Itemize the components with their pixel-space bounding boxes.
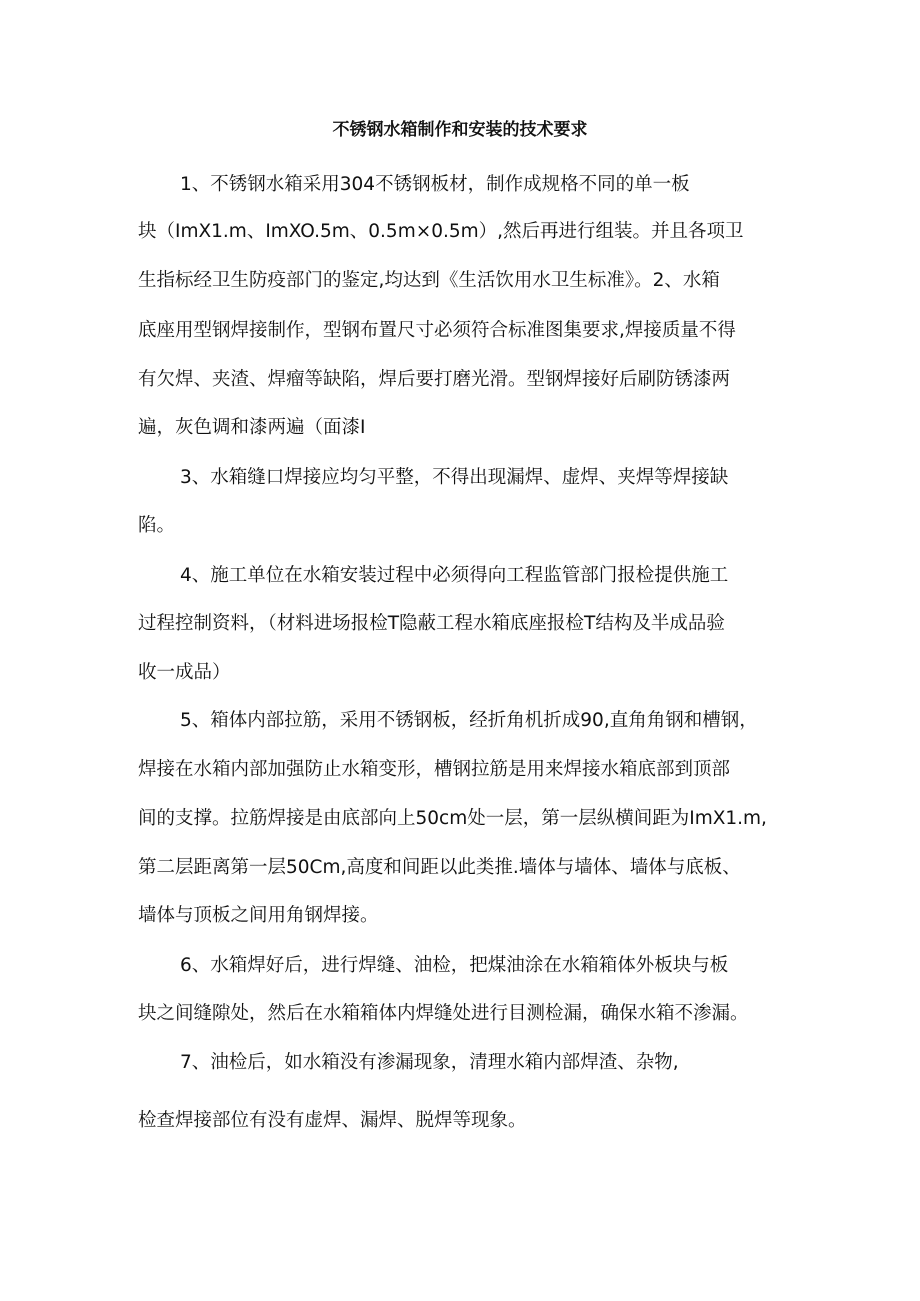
paragraph-1-line-6: 遍，灰色调和漆两遍（面漆I — [138, 417, 366, 438]
paragraph-7-line-1: 7、油检后，如水箱没有渗漏现象，清理水箱内部焊渣、杂物, — [180, 1052, 679, 1073]
paragraph-4-line-1: 4、施工单位在水箱安装过程中必须得向工程监管部门报检提供施工 — [180, 565, 729, 586]
paragraph-4-line-3: 收一成品） — [138, 662, 231, 683]
paragraph-5-line-1: 5、箱体内部拉筋，采用不锈钢板，经折角机折成90,直角角钢和槽钢， — [180, 710, 758, 731]
paragraph-7-line-2: 检查焊接部位有没有虚焊、漏焊、脱焊等现象。 — [138, 1110, 527, 1131]
paragraph-1-line-4: 底座用型钢焊接制作，型钢布置尺寸必须符合标准图集要求,焊接质量不得 — [138, 320, 736, 341]
paragraph-1-line-3: 生指标经卫生防疫部门的鉴定,均达到《生活饮用水卫生标准》。2、水箱 — [138, 270, 720, 291]
paragraph-5-line-4: 第二层距离第一层50Cm,高度和间距以此类推.墙体与墙体、墙体与底板、 — [138, 857, 741, 878]
paragraph-5-line-3: 间的支撑。拉筋焊接是由底部向上50cm处一层，第一层纵横间距为ImX1.m, — [138, 808, 767, 829]
paragraph-5-line-2: 焊接在水箱内部加强防止水箱变形，槽钢拉筋是用来焊接水箱底部到顶部 — [138, 759, 731, 780]
paragraph-5-line-5: 墙体与顶板之间用角钢焊接。 — [138, 905, 379, 926]
paragraph-3-line-1: 3、水箱缝口焊接应均匀平整，不得出现漏焊、虚焊、夹焊等焊接缺 — [180, 467, 729, 488]
paragraph-1-line-5: 有欠焊、夹渣、焊瘤等缺陷，焊后要打磨光滑。型钢焊接好后刷防锈漆两 — [138, 369, 731, 390]
paragraph-1-line-2: 块（ImX1.m、ImXO.5m、0.5m×0.5m）,然后再进行组装。并且各项卫 — [138, 221, 744, 242]
paragraph-6-line-1: 6、水箱焊好后，进行焊缝、油检，把煤油涂在水箱箱体外板块与板 — [180, 955, 729, 976]
paragraph-4-line-2: 过程控制资料，（材料进场报检T隐蔽工程水箱底座报检T结构及半成品验 — [138, 613, 725, 634]
paragraph-3-line-2: 陷。 — [138, 515, 176, 536]
paragraph-1-line-1: 1、不锈钢水箱采用304不锈钢板材，制作成规格不同的单一板 — [180, 174, 690, 195]
document-title: 不锈钢水箱制作和安装的技术要求 — [332, 120, 588, 140]
paragraph-6-line-2: 块之间缝隙处，然后在水箱箱体内焊缝处进行目测检漏，确保水箱不渗漏。 — [138, 1003, 749, 1024]
